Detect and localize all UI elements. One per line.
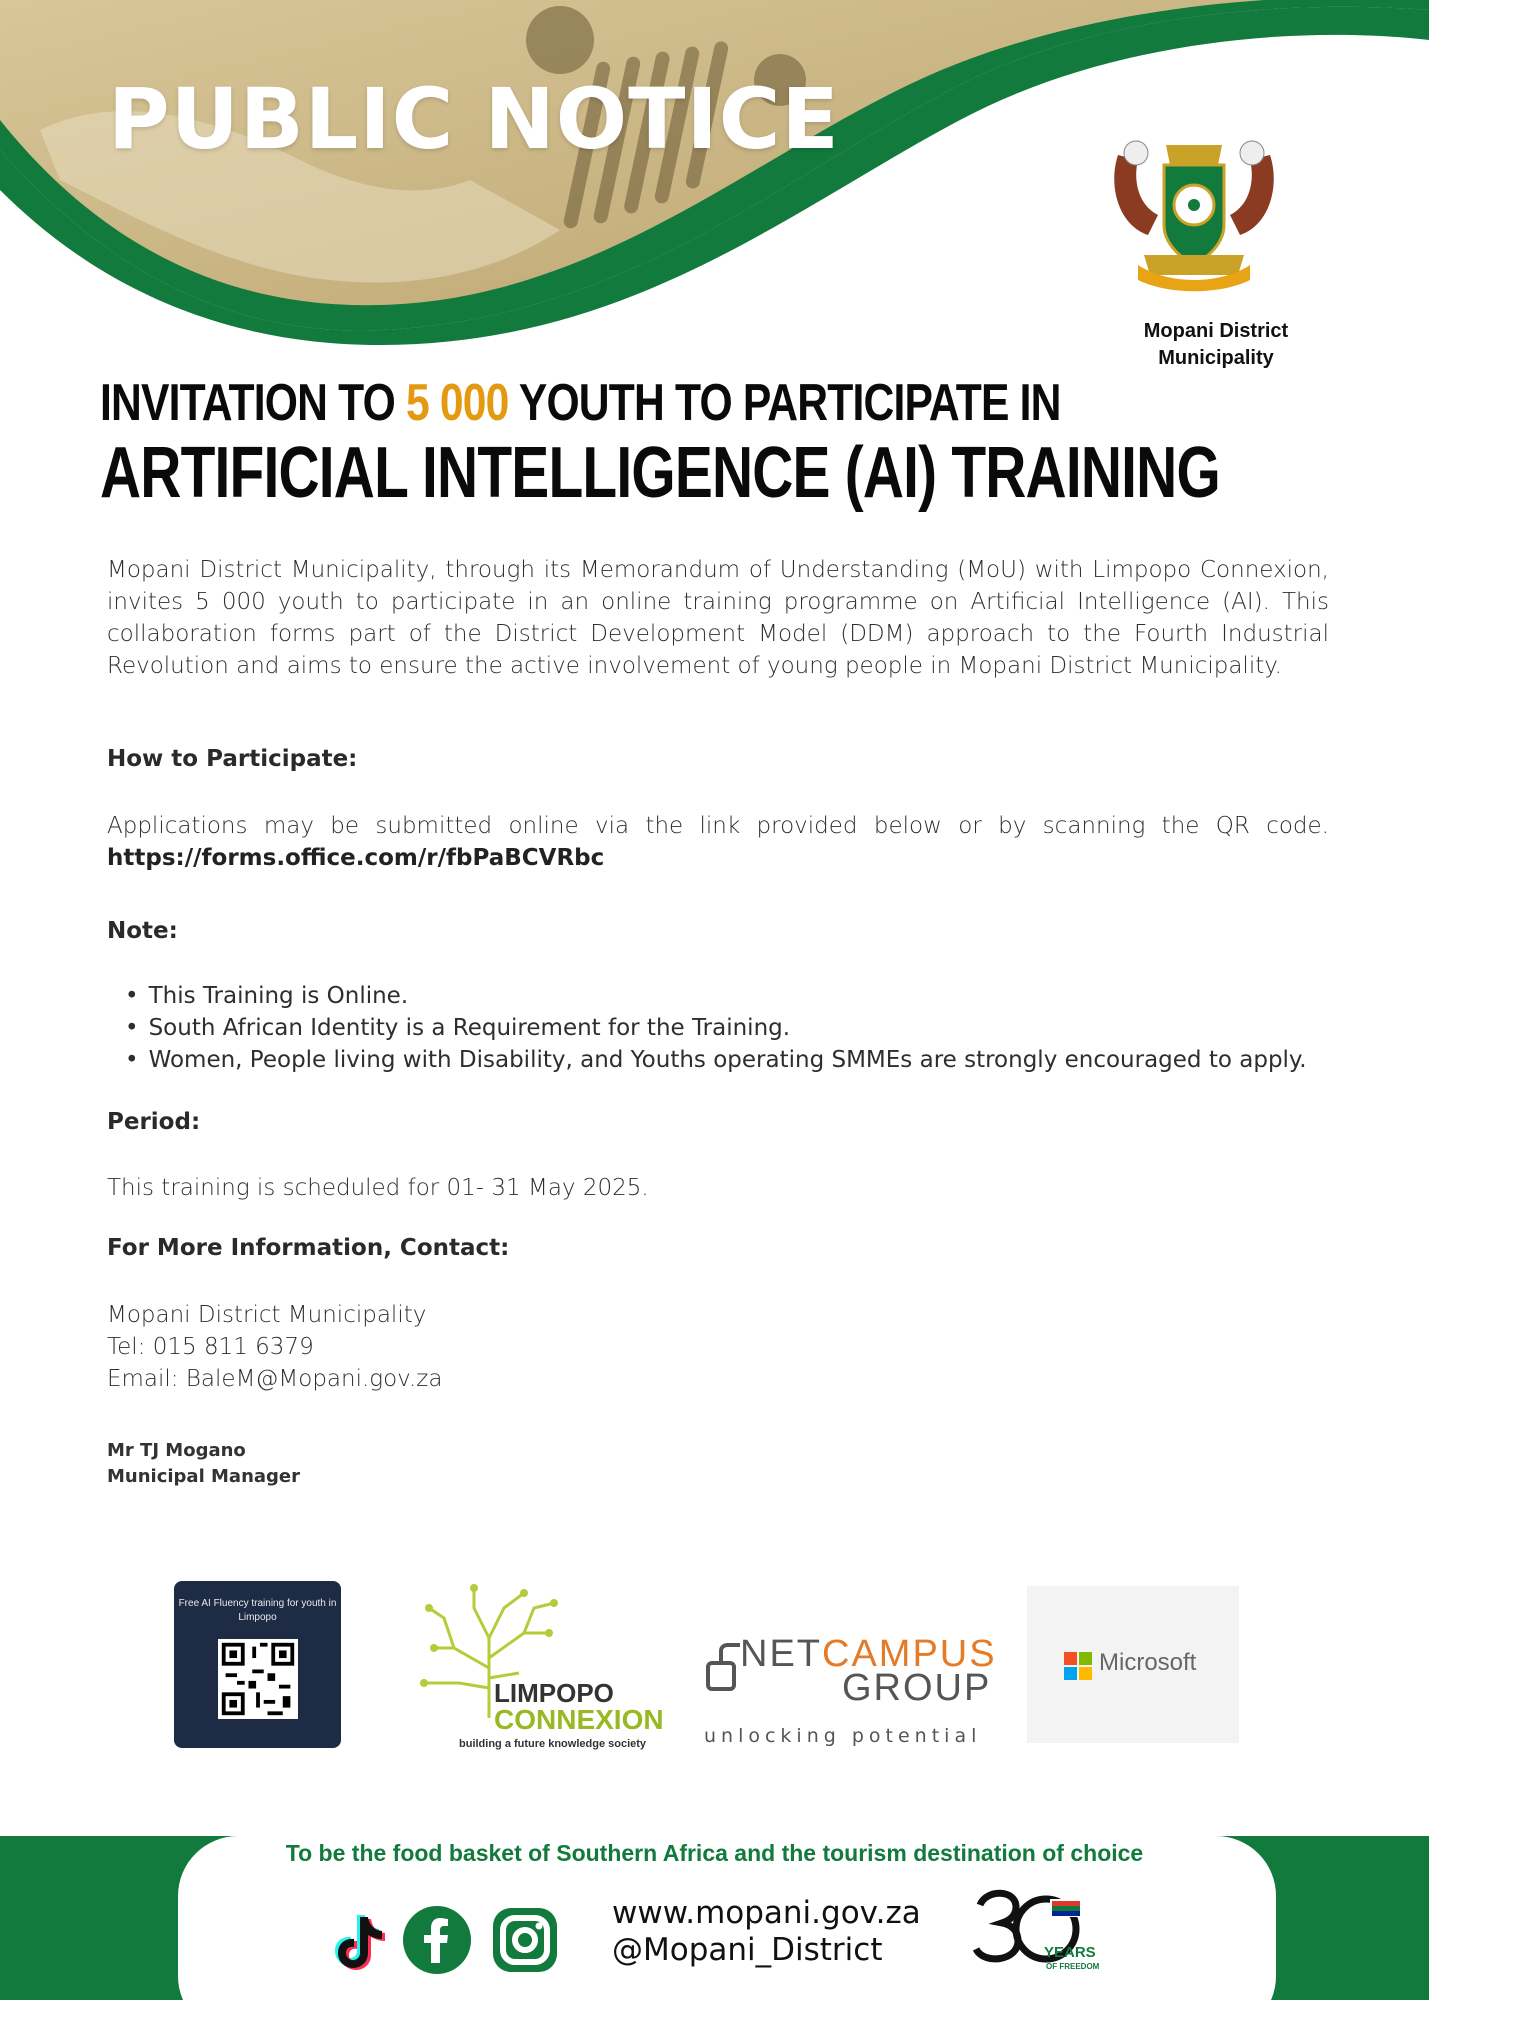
list-item: • South African Identity is a Requirement for the Training.	[125, 1012, 1307, 1044]
qr-caption: Free AI Fluency training for youth in Limpopo	[178, 1598, 337, 1623]
contact-heading: For More Information, Contact:	[107, 1235, 510, 1261]
30-years-freedom-logo	[972, 1885, 1100, 1975]
partner-logos	[0, 1578, 1429, 1758]
headline	[100, 372, 1518, 512]
social-handle[interactable]: @Mopani_District	[612, 1932, 883, 1968]
contact-org: Mopani District Municipality	[107, 1302, 427, 1328]
signature-block	[107, 1438, 300, 1490]
netcampus-tagline: unlocking potential	[704, 1725, 982, 1747]
headline-highlight: 5 000	[405, 374, 509, 432]
coat-of-arms-logo	[1108, 125, 1280, 290]
period-heading: Period:	[107, 1109, 201, 1135]
facebook-icon[interactable]	[402, 1905, 472, 1975]
page-title: PUBLIC NOTICE	[108, 70, 840, 168]
note-list	[125, 980, 1307, 1076]
qr-code-icon[interactable]	[218, 1639, 298, 1719]
anniversary-sub: OF FREEDOM	[1046, 1962, 1100, 1971]
limpopo-line1: LIMPOPO	[494, 1678, 614, 1708]
netcampus-mark-icon	[706, 1643, 742, 1693]
contact-email[interactable]: Email: BaleM@Mopani.gov.za	[107, 1366, 443, 1392]
netcampus-wordmark: NETCAMPUS	[740, 1633, 997, 1675]
intro-paragraph: Mopani District Municipality, through its Memorandum of Understanding (MoU) with Limpopo Connexion, invites 5 000 youth to participate in an online training programme on Artificial Intelligence (AI). This collaboration forms part of the District Development Model (DDM) approach to the Fourth Industrial Revolution and aims to ensure the active involvement of young people in Mopani District Municipality.	[107, 557, 1329, 679]
netcampus-group: GROUP	[842, 1667, 992, 1709]
netcampus-logo	[704, 1633, 997, 1753]
website-link[interactable]: www.mopani.gov.za	[612, 1895, 921, 1931]
contact-tel: Tel: 015 811 6379	[107, 1334, 314, 1360]
microsoft-logo	[1027, 1586, 1239, 1743]
participate-text: Applications may be submitted online via the link provided below or by scanning the QR code.	[107, 813, 1329, 839]
period-text: This training is scheduled for 01- 31 May 2025.	[107, 1175, 649, 1201]
qr-code-card[interactable]	[174, 1581, 341, 1748]
application-link[interactable]: https://forms.office.com/r/fbPaBCVRbc	[107, 845, 605, 871]
organisation-name: Mopani District Municipality	[1143, 320, 1289, 369]
headline-line-2: ARTIFICIAL INTELLIGENCE (AI) TRAINING	[100, 433, 1220, 513]
footer-motto: To be the food basket of Southern Africa and the tourism destination of choice	[285, 1840, 1144, 1866]
headline-line-1: INVITATION TO 5 000 YOUTH TO PARTICIPATE IN	[100, 374, 1061, 432]
limpopo-connexion-logo	[404, 1578, 664, 1753]
instagram-icon[interactable]	[490, 1905, 560, 1975]
anniversary-text: YEARS	[1044, 1944, 1096, 1961]
signatory-title: Municipal Manager	[107, 1466, 301, 1487]
limpopo-tagline: building a future knowledge society	[459, 1738, 647, 1750]
microsoft-squares-icon	[1064, 1652, 1092, 1680]
limpopo-line2: CONNEXION	[494, 1704, 664, 1735]
footer-web	[612, 1895, 921, 1969]
signatory-name: Mr TJ Mogano	[107, 1440, 246, 1461]
note-heading: Note:	[107, 918, 178, 944]
tiktok-icon[interactable]	[322, 1905, 392, 1975]
microsoft-wordmark: Microsoft	[1099, 1649, 1197, 1676]
list-item: • Women, People living with Disability, and Youths operating SMMEs are strongly encouraged to apply.	[125, 1044, 1307, 1076]
list-item: • This Training is Online.	[125, 980, 1307, 1012]
participate-heading: How to Participate:	[107, 746, 358, 772]
